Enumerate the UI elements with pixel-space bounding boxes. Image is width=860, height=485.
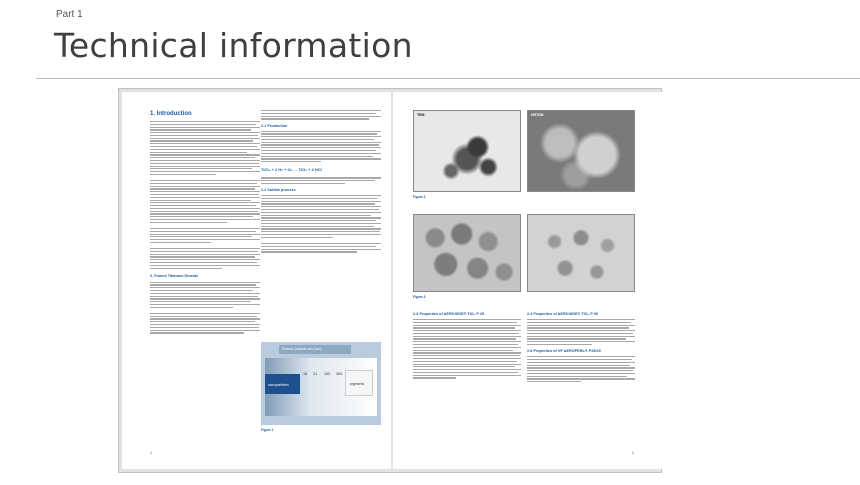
figure-2-label: Figure 2 bbox=[413, 195, 426, 199]
part-label: Part 1 bbox=[56, 9, 83, 20]
page-number-left: 4 bbox=[150, 451, 152, 455]
text-block bbox=[150, 313, 260, 334]
title-divider bbox=[36, 78, 860, 79]
hrtem-image bbox=[527, 110, 635, 192]
figure-1-label: Figure 1 bbox=[261, 428, 274, 432]
text-block bbox=[150, 228, 260, 243]
figure-3-caption bbox=[413, 295, 635, 299]
chart-tab: Primary particle size [nm] bbox=[279, 345, 351, 354]
chart-value-21: 21 bbox=[313, 372, 318, 376]
text-block bbox=[261, 177, 381, 184]
figure-3-label: Figure 3 bbox=[413, 295, 426, 299]
tem-image-p90 bbox=[527, 214, 635, 292]
sulfate-heading: 2.2 Sulfate process bbox=[261, 188, 296, 193]
page-title: Technical information bbox=[54, 26, 413, 65]
text-block bbox=[150, 248, 260, 269]
production-heading: 2.1 Production bbox=[261, 123, 288, 128]
document-preview bbox=[118, 88, 662, 473]
tem-label: TEM bbox=[417, 113, 425, 117]
text-block bbox=[413, 319, 521, 379]
p25-heading: 2.3 Properties of AEROXIDE® TiO₂ P 25 bbox=[413, 312, 485, 316]
introduction-heading: 1. Introduction bbox=[150, 111, 192, 117]
hrtem-label: HRTEM bbox=[531, 113, 544, 117]
text-block bbox=[261, 110, 381, 120]
text-block bbox=[150, 282, 260, 308]
text-block bbox=[527, 356, 635, 382]
page-number-right: 5 bbox=[632, 451, 634, 455]
document-page-right bbox=[393, 92, 662, 469]
text-block bbox=[261, 195, 381, 238]
text-block bbox=[261, 243, 381, 253]
tem-image-p25 bbox=[413, 214, 521, 292]
figure-1-caption bbox=[261, 428, 381, 432]
text-block bbox=[150, 180, 260, 223]
text-block bbox=[527, 319, 635, 345]
tem-image bbox=[413, 110, 521, 192]
fumed-tio2-heading: 2. Fumed Titanium Dioxide bbox=[150, 273, 199, 278]
chart-value-15: 15 bbox=[303, 372, 308, 376]
document-page-left bbox=[122, 92, 391, 469]
chart-label-pigments: pigments bbox=[350, 382, 365, 386]
reaction-formula: TiCl₄ + 2 H₂ + O₂ → TiO₂ + 4 HCl bbox=[261, 167, 322, 173]
text-block bbox=[261, 131, 381, 163]
figure-2-caption bbox=[413, 195, 635, 199]
aeroperl-heading: 2.5 Properties of VP AEROPERL® P25/20 bbox=[527, 349, 601, 354]
chart-value-100: 100 bbox=[324, 372, 331, 376]
particle-size-chart bbox=[261, 342, 381, 425]
chart-label-nanoparticles: nanoparticles bbox=[268, 383, 289, 387]
text-block bbox=[150, 121, 260, 175]
chart-value-300: 300 bbox=[336, 372, 343, 376]
p90-heading: 2.4 Properties of AEROXIDE® TiO₂ P 90 bbox=[527, 312, 599, 316]
